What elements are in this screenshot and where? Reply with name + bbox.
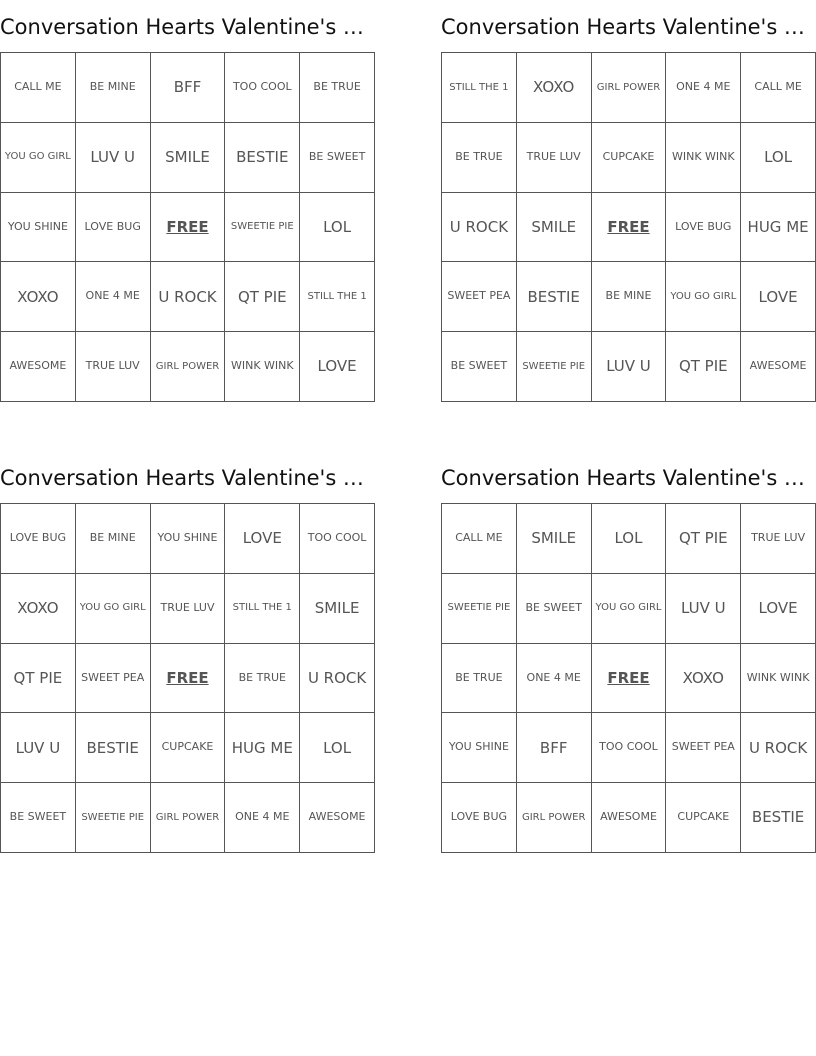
bingo-cell: TRUE LUV (517, 123, 592, 193)
bingo-cell: BE TRUE (442, 644, 517, 714)
free-space: FREE (151, 644, 226, 714)
bingo-cell: TOO COOL (592, 713, 667, 783)
bingo-cell: YOU SHINE (151, 504, 226, 574)
bingo-cell: SWEETIE PIE (225, 193, 300, 263)
bingo-cell: BE SWEET (1, 783, 76, 853)
bingo-cell: GIRL POWER (517, 783, 592, 853)
bingo-cell: BFF (517, 713, 592, 783)
bingo-grid (441, 52, 816, 402)
bingo-cell: YOU GO GIRL (666, 262, 741, 332)
bingo-cell: GIRL POWER (151, 783, 226, 853)
bingo-cell: BE TRUE (225, 644, 300, 714)
bingo-cell: CALL ME (1, 53, 76, 123)
bingo-cell: BE TRUE (300, 53, 375, 123)
bingo-cell: TRUE LUV (741, 504, 816, 574)
bingo-cell: STILL THE 1 (225, 574, 300, 644)
bingo-cell: GIRL POWER (592, 53, 667, 123)
bingo-cell: SWEETIE PIE (442, 574, 517, 644)
free-space: FREE (592, 644, 667, 714)
bingo-cell: LOL (300, 713, 375, 783)
bingo-cell: SWEET PEA (442, 262, 517, 332)
bingo-card-3 (0, 463, 375, 824)
bingo-cell: WINK WINK (225, 332, 300, 402)
bingo-cell: SMILE (517, 504, 592, 574)
bingo-cell: LOL (741, 123, 816, 193)
bingo-cell: XOXO (517, 53, 592, 123)
bingo-cell: U ROCK (442, 193, 517, 263)
bingo-cell: AWESOME (592, 783, 667, 853)
bingo-cell: TOO COOL (300, 504, 375, 574)
bingo-cell: BESTIE (225, 123, 300, 193)
bingo-cell: LOVE (225, 504, 300, 574)
bingo-cell: LOVE (741, 262, 816, 332)
bingo-cell: YOU GO GIRL (592, 574, 667, 644)
bingo-cell: CALL ME (741, 53, 816, 123)
bingo-cell: LOVE (300, 332, 375, 402)
bingo-cell: WINK WINK (666, 123, 741, 193)
bingo-cell: BESTIE (76, 713, 151, 783)
bingo-cell: BE SWEET (517, 574, 592, 644)
bingo-cell: LUV U (76, 123, 151, 193)
bingo-cell: BE MINE (76, 504, 151, 574)
free-space: FREE (151, 193, 226, 263)
bingo-grid (0, 52, 375, 402)
bingo-cell: U ROCK (151, 262, 226, 332)
bingo-cell: LOVE BUG (666, 193, 741, 263)
bingo-cell: TRUE LUV (76, 332, 151, 402)
bingo-cell: LOVE BUG (76, 193, 151, 263)
bingo-cell: YOU SHINE (442, 713, 517, 783)
bingo-grid (441, 503, 816, 853)
bingo-cell: BE MINE (592, 262, 667, 332)
bingo-card-1 (0, 12, 375, 376)
bingo-cell: WINK WINK (741, 644, 816, 714)
bingo-cell: CUPCAKE (151, 713, 226, 783)
bingo-cell: SMILE (300, 574, 375, 644)
card-title: Conversation Hearts Valentine's … (0, 466, 364, 490)
bingo-cell: SWEETIE PIE (76, 783, 151, 853)
card-title: Conversation Hearts Valentine's … (441, 466, 805, 490)
bingo-cell: XOXO (1, 262, 76, 332)
bingo-cell: QT PIE (666, 332, 741, 402)
bingo-cell: BE TRUE (442, 123, 517, 193)
bingo-cell: YOU SHINE (1, 193, 76, 263)
bingo-cell: BE SWEET (300, 123, 375, 193)
bingo-cell: SMILE (151, 123, 226, 193)
bingo-cell: QT PIE (1, 644, 76, 714)
bingo-cell: CALL ME (442, 504, 517, 574)
bingo-cell: LUV U (592, 332, 667, 402)
bingo-cell: STILL THE 1 (300, 262, 375, 332)
bingo-cell: ONE 4 ME (666, 53, 741, 123)
bingo-cell: TOO COOL (225, 53, 300, 123)
bingo-cell: ONE 4 ME (517, 644, 592, 714)
bingo-cell: GIRL POWER (151, 332, 226, 402)
free-space: FREE (592, 193, 667, 263)
bingo-cell: AWESOME (741, 332, 816, 402)
bingo-cell: HUG ME (225, 713, 300, 783)
bingo-cell: HUG ME (741, 193, 816, 263)
bingo-cell: QT PIE (666, 504, 741, 574)
bingo-cell: LUV U (666, 574, 741, 644)
bingo-cell: U ROCK (741, 713, 816, 783)
bingo-cell: BE MINE (76, 53, 151, 123)
bingo-cell: STILL THE 1 (442, 53, 517, 123)
bingo-card-2 (441, 12, 816, 376)
bingo-cell: CUPCAKE (592, 123, 667, 193)
bingo-cell: BESTIE (517, 262, 592, 332)
bingo-cell: CUPCAKE (666, 783, 741, 853)
bingo-cell: SWEETIE PIE (517, 332, 592, 402)
bingo-cell: LUV U (1, 713, 76, 783)
bingo-cell: YOU GO GIRL (1, 123, 76, 193)
bingo-cell: TRUE LUV (151, 574, 226, 644)
card-title: Conversation Hearts Valentine's … (441, 15, 805, 39)
bingo-cell: YOU GO GIRL (76, 574, 151, 644)
bingo-cell: LOL (300, 193, 375, 263)
bingo-cell: AWESOME (300, 783, 375, 853)
bingo-cell: U ROCK (300, 644, 375, 714)
bingo-card-4 (441, 463, 816, 827)
bingo-cell: AWESOME (1, 332, 76, 402)
bingo-cell: BESTIE (741, 783, 816, 853)
card-title: Conversation Hearts Valentine's … (0, 15, 364, 39)
bingo-cell: SWEET PEA (76, 644, 151, 714)
bingo-cell: LOL (592, 504, 667, 574)
bingo-cell: BFF (151, 53, 226, 123)
bingo-cell: ONE 4 ME (76, 262, 151, 332)
bingo-cell: LOVE BUG (442, 783, 517, 853)
bingo-cell: LOVE (741, 574, 816, 644)
bingo-cell: XOXO (666, 644, 741, 714)
bingo-cell: SMILE (517, 193, 592, 263)
bingo-grid (0, 503, 375, 853)
bingo-cell: ONE 4 ME (225, 783, 300, 853)
bingo-cell: LOVE BUG (1, 504, 76, 574)
bingo-cell: QT PIE (225, 262, 300, 332)
bingo-cell: SWEET PEA (666, 713, 741, 783)
bingo-cell: XOXO (1, 574, 76, 644)
bingo-cell: BE SWEET (442, 332, 517, 402)
